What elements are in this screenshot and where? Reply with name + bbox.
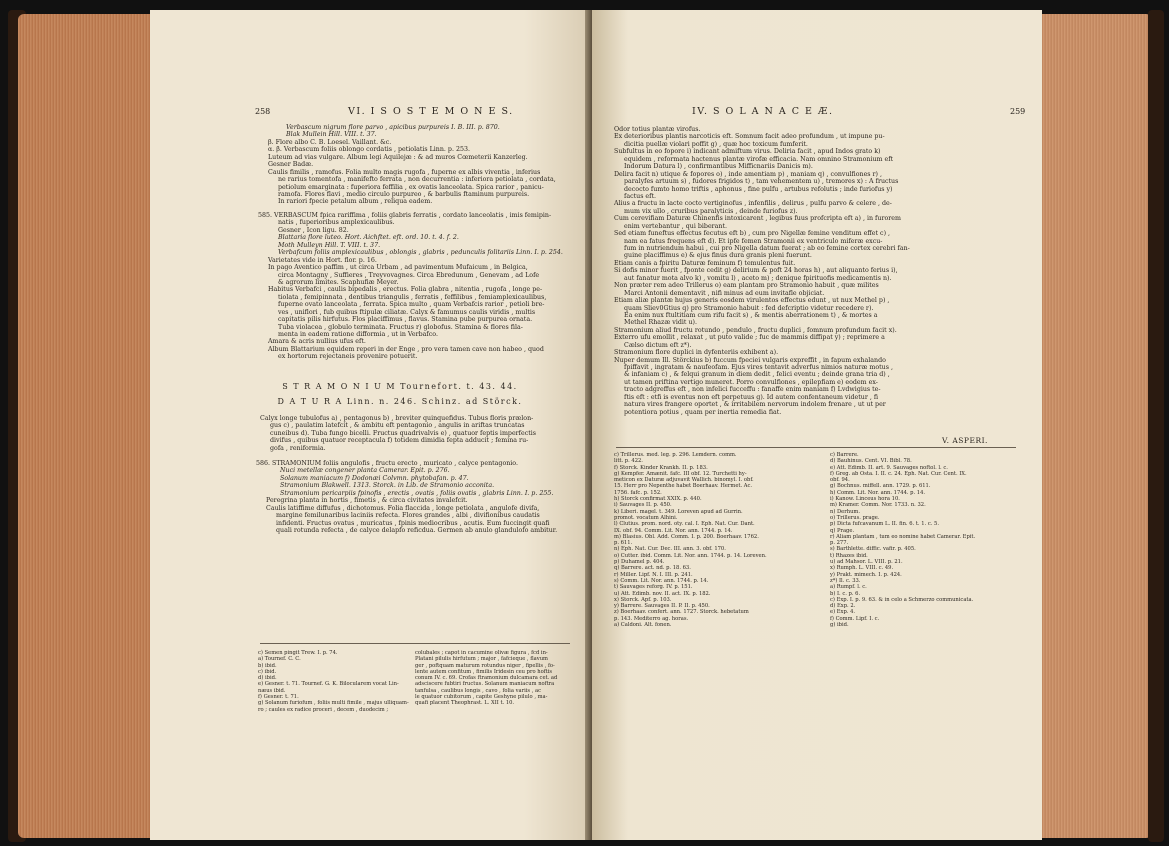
text-line: Calyx longe tubulofus a) , pentagonus b) , breviter quinquefidus. Tubus floris prælon- [260,415,534,422]
text-line: Exterro ufu emollit , relaxat , ut puto valide ; fuc de mammis diffipat y) ; reprimere a [614,334,885,342]
footnote-line: c) Exp. I. p. 9. 63. & in celo a Schmerzo communicata. [830,596,974,603]
left-block-2 [258,212,563,361]
text-line: circa Montagny , Suffieres , Treyvovagnes. Circa Ebredunum , Genevam , ad Lofe [278,271,540,279]
text-line: factus eft. [624,192,657,200]
text-line: β. Flore albo C. B. Loesel. Vaillant. &c. [268,138,392,146]
right-page [592,10,1042,840]
text-line: guine placiffimus e) & ejus finus dura granis pleni fuerunt. [624,252,812,260]
text-line: equidem , reformata hactenus plantæ virofæ efficacia. Nam omnino Stramonium eft [624,155,894,163]
text-line: tiolata , femipinnata , dentibus triangulis , ferratis , feffilibus , femiamplexicaulibus, [278,293,547,301]
footnote-line: c) Semen pingit Trew. I. p. 74. [258,650,338,656]
text-line: Album Blattarium equidem reperi in der Enge , pro vera tamen cave non habeo , quod [268,345,544,353]
text-line: Tuba violacea , globulo terminata. Fructus r) globofus. Stamina & flores fila- [278,323,523,331]
footnote-line: h) Comm. Lit. Nor. ann. 1744. p. 14. [830,489,926,496]
text-line: & infaniam c) , & felqui granum in diem dedit , felici eventu ; deinde grana tria d) , [624,371,890,379]
text-line: Nuci metellæ congener planta Camerar. Epit. p. 276. [280,467,450,475]
footnote-line: promot. vocatum Alhini. [614,514,678,521]
text-line: Stramonium pericarpiis fpinofis , erectis , ovatis , foliis ovatis , glabris Linn. I. p. 255. [280,489,554,497]
footnote-line: i) Kanow. Linceus hora 10. [830,496,900,503]
footnote-line [614,647,767,653]
left-block-3 [260,415,536,452]
text-line: Stramonium Blakwell. 1313. Storck. in Lib. de Stramonio acconita. [280,482,495,490]
footnote-line: p) Duhamel p. 404. [614,559,665,566]
footnote-line: s) Comm. Lit. Nor. ann. 1744. p. 14. [614,577,709,584]
text-line: Methel Rhazæ vidit u). [624,319,697,327]
text-line: ne rarius tomentofa , manifefto ferrata , non decurrentia : inferiora petiolata , cordata, [278,176,556,184]
text-line: 586. STRAMONIUM foliis angulofis , fructu erecto , muricato , calyce pentagonio. [256,460,518,467]
footnote-line: l) Clutius. prom. nord. oty. cal. I. Eph. Nat. Cur. Dant. [614,521,755,528]
footnote-line: o) Trillerus. prage. [830,514,880,521]
footnote-line [830,628,975,634]
footnote-line: r) Aliam plantam , tum eo nomine habet Camerar. Epit. [830,533,976,540]
text-line: Moth Mulleyn Hill. T. VIII. t. 37. [278,241,381,249]
text-line: Verbafcum foliis amplexicaulibus , oblongis , glabris , pedunculis folitariis Linn. I. p. 254. [278,249,563,257]
footnote-line: m) Blasius. Obl. Add. Comm. I. p. 200. Boerhaav. 1762. [614,533,759,540]
page-edges-left [18,14,150,838]
footnote-line: colubales ; capot in cacumine olivæ figura , fcd in- [415,650,548,656]
right-running-head: IV. S O L A N A C E Æ. [692,106,834,117]
footnote-line: u) ad Mahsor. L. VIII. p. 21. [830,559,903,566]
text-line: α. β. Verbascum foliis oblongo cordatis , petiolatis Linn. p. 253. [268,146,470,154]
footnote-line: e) Att. Edimb. II. art. 9. Sauvages noftol. l. c. [830,464,948,471]
footnote-line: q) Barrere. act. nd. p. 18. 63. [614,565,691,572]
footnote-line: g) Bochnus. miffell. ann. 1729. p. 611. [830,483,931,490]
footnote-line: a) Rumpf. l. c. [830,584,867,591]
text-line: Marci Antonii dementavit , nifi minus ad eum invitafle objiciat. [624,289,825,297]
footnote-line: p. 611. [614,540,633,547]
footnote-line: d) Exp. 2. [830,603,856,610]
text-line: Gesner , Icon ligu. 82. [278,226,349,234]
right-page-number: 259 [1010,107,1026,116]
footnote-line: e) Gesner. t. 71. Tournef. G. K. Bilocularem vocat Lin- [258,681,399,688]
text-line: enim vertebantur , qui biberant. [624,222,728,230]
footnote-line: u) Att. Edimb. nov. II. act. IX. p. 182. [614,590,711,597]
text-line: Etiam aliæ plantæ hujus generis eosdem virulentos effectus edunt , ut nux Methel p) , [614,297,890,305]
left-block-4 [256,460,557,534]
footnote-line: e) Exp. 4. [830,609,856,616]
text-line: Non præter rem adeo Trillerus o) eam plantam pro Stramonio habuit , quæ milites [614,282,879,290]
footnote-line: p. 277. [830,540,849,547]
footnote-line: næus ibid. [258,687,286,694]
footnote-line: t) Sauvages reforg. IV. p. 151. [614,584,693,591]
footnote-line: 15. Herr pro Nepenthe habet Boerhaav. Hermet. Ac. [614,483,753,490]
footnote-line: y) Prakt. mimech. I. p. 424. [830,571,902,578]
footnote-line: z) Boerhaav. confert. ann. 1727. Storck. hebetatum [614,609,749,616]
text-line: ex hortorum rejectaneis provenire potuerit. [278,353,418,361]
footnote-line: p) Dicta fufcavanum L. II. fin. 6. t. 1. c. 5. [830,521,939,528]
text-line: Subfultus in eo fopore i) indicant admiftum virus. Deliria facit , apud Indos grato k) [614,148,881,156]
text-line: ramofa. Flores flavi , medio circulo purpureo , & barbulis ftaminum purpureis. [278,190,530,198]
text-line: Habitus Verbafci , caulis bipedalis , erectus. Folia glabra , nitentia , rugofa , longe pe- [268,286,543,294]
text-line: infidenti. Fructus ovatus , muricatus , fpinis mediocribus , acutis. Eum fuccingit quafi [276,519,550,527]
text-line: Cum cerevifiam Daturæ Chinenfis intoxicarent , legibus fuus profcripta eft a) , in furorem [614,215,901,223]
text-line: fpiffavit , ingratam & naufeofam. Ejus vires tentavit adverfus nimios naturæ motus , [624,364,893,371]
text-line: & agrorum limites. Scaphufiæ Meyer. [278,278,399,286]
text-line: gus c) , paulatim latefcit , & ambitu eft pentagonio , angulis in ariftas truncatas [270,422,525,430]
text-line: nam ea fatus frequens eft d). Et ipfe femen Stramonii ex ventriculo miferæ excu- [624,237,883,245]
text-line: Etiam canis a fpiritu Daturæ feminum f) temulentus fuit. [614,259,796,267]
footnote-line: b) ibid. [258,662,277,669]
left-page [150,10,590,840]
footnote-line: x) Storck. Apf. p. 103. [614,596,672,603]
text-line: mum vix ullo , cruribus paralyticis , deinde furiofus z). [624,207,798,215]
right-footnotes-col1 [614,452,767,654]
text-line: tracto adgreffus eft , non infelici fucceffu : fanaffe enim maniam f) Lvdwigius te- [624,386,881,394]
catchword: V. ASPERI. [942,436,988,445]
footnote-line: lente autem confitum , fimilis Iridesin ceu pro hoftis [415,668,553,675]
text-line: natis , fuperioribus amplexicaulibus. [278,219,395,227]
text-line: Caulis fimilis , ramofus. Folia multo magis rugofa , fuperne ex albis viventia , inferius [268,168,541,176]
text-line: Peregrina planta in hortis , fimetis , & circa civitates invalefcit. [266,497,468,505]
left-block-1 [268,124,556,206]
footnote-line: IX. obf. 94. Comm. Lit. Nor. ann. 1744. p. 14. [614,527,733,534]
text-line: aut fanatur mota alvo k) , vomitu l) , aceto m) ; denique fpirituofis medicamentis n). [624,274,892,282]
footnote-line: tanfulsa , caulibus longis , cavo , folia variis , ac [415,687,542,694]
footnote-line: o) Cutter. ibid. Comm. Lit. Nor. ann. 1744. p. 14. Loreven. [614,552,767,559]
text-line: Stramonium aliud fructu rotundo , pendulo , fructu duplici , fomnum profundum facit x). [614,326,897,334]
text-line: Ex deterioribus plantis narcoticis eft. Somnum facit adeo profundum , ut impune pu- [614,133,885,141]
footnote-line: h) Storck confirmat XXIX. p. 440. [614,496,702,503]
footnote-line: 1756. fafc. p. 152. [614,489,662,496]
left-page-number: 258 [255,107,271,116]
left-running-head: VI. I S O S T E M O N E S. [348,106,514,117]
text-line: capitatis pilis hirfutus. Flos placiffimus , flavus. Stamina pube purpurea ornata. [278,316,533,324]
text-line: In pago Aventico paffim , ut circa Urbam , ad pavimentum Mufaicum , in Belgica, [268,264,528,272]
right-block-1 [614,126,910,416]
text-line: decocto fumto homo triftis , aphonus , fine pulfu , artubus refolutis ; inde furiofus y) [624,185,893,193]
text-line: In rariori fpecie petalum album , reliqua eadem. [278,198,433,206]
text-line: paralyfes artuum s) , fudores frigidos t) , tam vehementem u) , tremores x) : A fructus [624,178,899,186]
footnote-line: f) Storck. Kinder Krankh. II. p. 183. [614,464,708,471]
text-line: menta in eadem ratione difformia , ut in Verbafco. [278,331,438,338]
footnote-line: x) Rumph. L. VIII. c. 49. [830,565,894,572]
text-line: Caulis latiffime diffufus , dichotomus. Folia flaccida , longe petiolata , angulofe divifa, [266,504,540,512]
footnote-line: adsciscere fubtiri fructus. Solanum maniacum noftra [415,681,555,688]
section-title-stramonium: S T R A M O N I U M Tournefort. t. 43. 44. [282,382,518,391]
text-line: Verbascum nigrum flore parvo , apicibus purpureis I. B. III. p. 870. [286,124,500,131]
footnote-line: f) Gesner. t. 71. [258,694,299,701]
footnote-line: meticon ex Daturæ adjuvavit Wallich. binomyl. I. obf. [614,477,754,484]
footnote-line: a) Caldoni. Alt. fonen. [614,622,672,629]
footnote-line: g) Solanum furiofum , foliis multi fimile , majus ulliquam- [258,700,409,707]
left-footnotes-col2 [415,650,557,707]
text-line: Cælso dictum eft z*). [624,341,692,349]
right-footnotes-col2 [830,452,975,635]
footnote-line: d) ibid. [258,675,277,682]
text-line: margine femilunaribus laciniis refecta. Flores grandes , albi , divifionibus caudatis [276,512,540,520]
text-line: ut tamen priftina vertigo muneret. Porro convulfiones , epilepfiam e) eodem ex- [624,378,878,386]
footnote-line: le quatuor cubitorum , capite Geshyne pilulo , ma- [415,694,548,701]
text-line: fuperne ovato lanceolata , ferrata. Spica multo , quam Verbafcis rarior , petioli bre- [278,301,545,309]
text-line: Si dofis minor fuerit , fponte cedit g) delirium & poft 24 horas h) , aut aliquanto ferius i), [614,267,898,275]
footnote-line: litt. p. 422. [614,458,643,465]
footnote-line: i) Sauvages II. p. 450. [614,502,672,509]
footnote-line: obf. 94. [830,477,850,484]
footnote-line: conum IV. c. 69. Crofas ftramonium dulcamara cet. ad [415,675,558,682]
footnote-line: k) Liberi. magel. t. 349. Loreven apud ad Gurrin. [614,508,743,515]
text-line: ves , uniflori , fub quibus ftipulæ ciliatæ. Calyx & famumus caulis viridis , multis [278,308,536,316]
footnote-line: m) Kramer. Comm. Nor. 1733. n. 32. [830,502,926,509]
text-line: natura vires frangere oportet , & irritabilem nervorum indolem frenare , ut ut per [624,401,886,409]
footnote-line: t) Rhazes ibid. [830,552,868,559]
text-line: Odor totius plantæ virofus. [614,126,701,133]
footnote-line: d) Bauhinus. Cent. VI. Bibl. 78. [830,458,912,465]
text-line: Luteum ad vias vulgare. Album legi Aquilejæ : & ad muros Cœmeterii Kanzerleg. [268,153,528,161]
text-line: Blak Mullein Hill. VIII. t. 37. [286,131,377,139]
text-line: Blattaria flore luteo. Hort. Aichftet. eft. ord. 10. t. 4. f. 2. [278,234,459,242]
footnote-line: r) Miller. Lipf. N. I. III. p. 241. [614,571,693,578]
text-line: Ea enim nux ftultitiam cum rifu facit s) , & mentis aberrationem t) , & mortes a [624,311,878,319]
footnote-line: c) Barrere. [830,452,859,458]
footnote-line: ger , poftquam maturum rotundus niger , fipellis , fo- [415,662,555,669]
footnote-line: quafi placent Theophrast. L. XII t. 10. [415,700,515,707]
text-line: cuneibus d). Tuba fungo bicelli. Fructus quadrivalvis e) , quatuor feptis imperfectis [270,429,537,437]
text-line: Indorum Datura l) , confirmantibus Mifficnariis Danicis m). [624,163,813,171]
text-line: gofa , reniformia. [270,444,326,452]
text-line: potentiora potius , quam per inertia remedia fiat. [624,408,782,416]
left-footnotes-col1 [258,650,409,713]
footnote-line: a) Tournef. C. C. [258,656,301,663]
footnote-line: g) Kempfer. Amænit. fafc. III obf. 12. Turchetti hy- [614,470,747,477]
book-cover-right [1148,10,1164,842]
page-edges-right [1040,14,1152,838]
text-line: Sed etiam funeftus effectus fecutus eft b) , cum pro Nigellæ femine venditum effet c) , [614,230,891,238]
footnote-line: z*) Il. c. 33. [830,577,861,584]
footnote-line: q) Prage. [830,527,855,534]
text-line: Alius a fructu in lacte cocto vertiginofus , infenfilis , delirus , pulfu parvo & celere , de- [614,200,892,208]
footnote-line: ro ; caules ex radice proceri , decem , duodecim ; [258,706,389,713]
text-line: divifus , quibus quatuor receptacula f) totidem dimidia fepta adducit ; femina ru- [270,437,529,445]
footnote-line: c) Trillerus. med. leg. p. 296. Lemdern. comm. [614,452,737,458]
text-line: Gesner Badæ. [268,161,314,169]
footnote-line: f) Comm. Lipf. I. c. [830,615,880,622]
footnote-line: b) I. c. p. 6. [830,590,861,597]
text-line: Stramonium flore duplici in dyfenteriis exhibent a). [614,349,779,357]
footnote-line: f) Greg. ab Osta. I. II. c. 24. Eph. Nat. Cur. Cent. IX. [830,470,967,477]
text-line: Solanum maniacum f) Dodonæi Colvmn. phytobafan. p. 47. [280,474,469,482]
text-line: Amara & acris nullius ufus eft. [268,338,366,346]
footnote-line: Platani pilulis hirfutum ; major , fafcieque , flavum [415,656,548,663]
footnote-line: y) Barrere. Sauvages II. P. II. p. 450. [614,603,710,610]
text-line: Varietates vide in Hort. flor. p. 16. [268,256,377,264]
text-line: fum in nutriendum habui , cui pro Nigella datum fuerat ; ab eo femine cortex cerebri fan- [624,245,910,252]
footnote-line: n) Derhum. [830,508,860,515]
section-title-datura: D A T U R A Linn. n. 246. Schinz. ad Störck. [277,397,523,406]
text-line: Nuper demum Ill. Störckius b) fuccum fpeciei vulgaris expreffit , in fapum exhalando [614,356,886,364]
text-line: quam Sliev0Gtius q) pro Stramonio habuit : fed defcriptio videtur recedere r). [624,304,874,312]
footnote-line: g) ibid. [830,622,849,629]
text-line: dicitia puellæ violari poffit g) , quæ hoc toxicum fumferit. [624,140,808,148]
footnote-line: p. 143. Mediterro ag. horas. [614,615,689,622]
text-line: quali rotunda refecta , de calyce delapfo reficdua. Germen ab anulo glandulofo ambitur. [276,526,558,534]
footnote-line: c) ibid. [258,668,277,675]
text-line: ftis eft : etfi is eventus non eft perpetuus g). Id autem confentaneum videtur , fi [624,393,879,401]
footnote-line: n) Eph. Nat. Cur. Dec. III. ann. 3. obf. 170. [614,546,726,553]
text-line: petiolum emarginata : fuperiora feffilia , ex ovatis lanceolata. Spica rarior , panicu- [278,183,544,191]
text-line: 585. VERBASCUM fpica rariffima , foliis glabris ferratis , cordato lanceolatis , imis femipin- [258,212,552,219]
footnote-rule-right [616,447,1016,448]
footnote-rule [260,643,570,644]
footnote-line: s) Barthlette. diffic. vafir. p. 405. [830,546,916,553]
text-line: Delira facit n) utique & fopores o) , inde amentiam p) , maniam q) , convulfiones r) , [614,170,883,178]
